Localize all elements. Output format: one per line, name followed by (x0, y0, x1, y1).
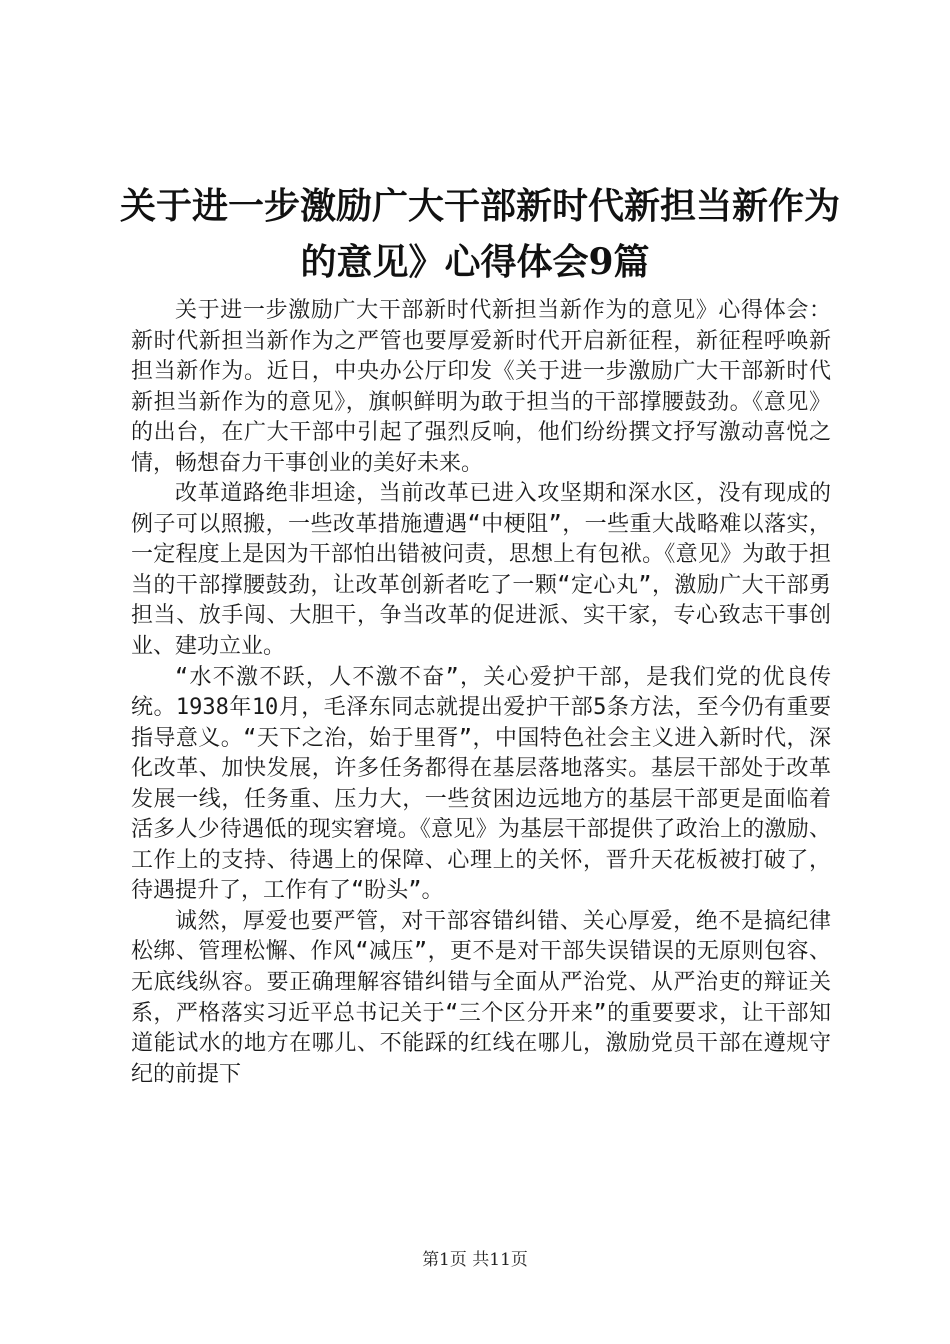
paragraph-1: 关于进一步激励广大干部新时代新担当新作为的意见》心得体会：新时代新担当新作为之严管也要厚爱新时代开启新征程，新征程呼唤新担当新作为。近日，中央办公厅印发《关于进一步激励广大干部新时代新担当新作为的意见》，旗帜鲜明为敢于担当的干部撑腰鼓劲。《意见》的出台，在广大干部中引起了强烈反响，他们纷纷撰文抒写激动喜悦之情，畅想奋力干事创业的美好未来。 (131, 298, 831, 476)
document-body (131, 296, 831, 1090)
paragraph-2: 改革道路绝非坦途，当前改革已进入攻坚期和深水区，没有现成的例子可以照搬，一些改革措施遭遇“中梗阻”，一些重大战略难以落实，一定程度上是因为干部怕出错被问责，思想上有包袱。《意见》为敢于担当的干部撑腰鼓劲，让改革创新者吃了一颗“定心丸”，激励广大干部勇担当、放手闯、大胆干，争当改革的促进派、实干家，专心致志干事创业、建功立业。 (131, 481, 831, 660)
page-number-footer: 第1页 共11页 (422, 1250, 528, 1270)
paragraph-3: “水不激不跃，人不激不奋”，关心爱护干部，是我们党的优良传统。1938年10月，毛泽东同志就提出爱护干部5条方法，至今仍有重要指导意义。“天下之治，始于里胥”，中国特色社会主义进入新时代，深化改革、加快发展，许多任务都得在基层落地落实。基层干部处于改革发展一线，任务重、压力大，一些贫困边远地方的基层干部更是面临着活多人少待遇低的现实窘境。《意见》为基层干部提供了政治上的激励、工作上的支持、待遇上的保障、心理上的关怀，晋升天花板被打破了，待遇提升了，工作有了“盼头”。 (131, 664, 831, 904)
title-line-1: 关于进一步激励广大干部新时代新担当新作为 (120, 185, 841, 227)
paragraph-4: 诚然，厚爱也要严管，对干部容错纠错、关心厚爱，绝不是搞纪律松绑、管理松懈、作风“减压”，更不是对干部失误错误的无原则包容、无底线纵容。要正确理解容错纠错与全面从严治党、从严治吏的辩证关系，严格落实习近平总书记关于“三个区分开来”的重要要求，让干部知道能试水的地方在哪儿、不能踩的红线在哪儿，激励党员干部在遵规守纪的前提下 (131, 908, 831, 1087)
title-line-2: 的意见》心得体会9篇 (300, 241, 650, 283)
document-title (120, 178, 841, 290)
